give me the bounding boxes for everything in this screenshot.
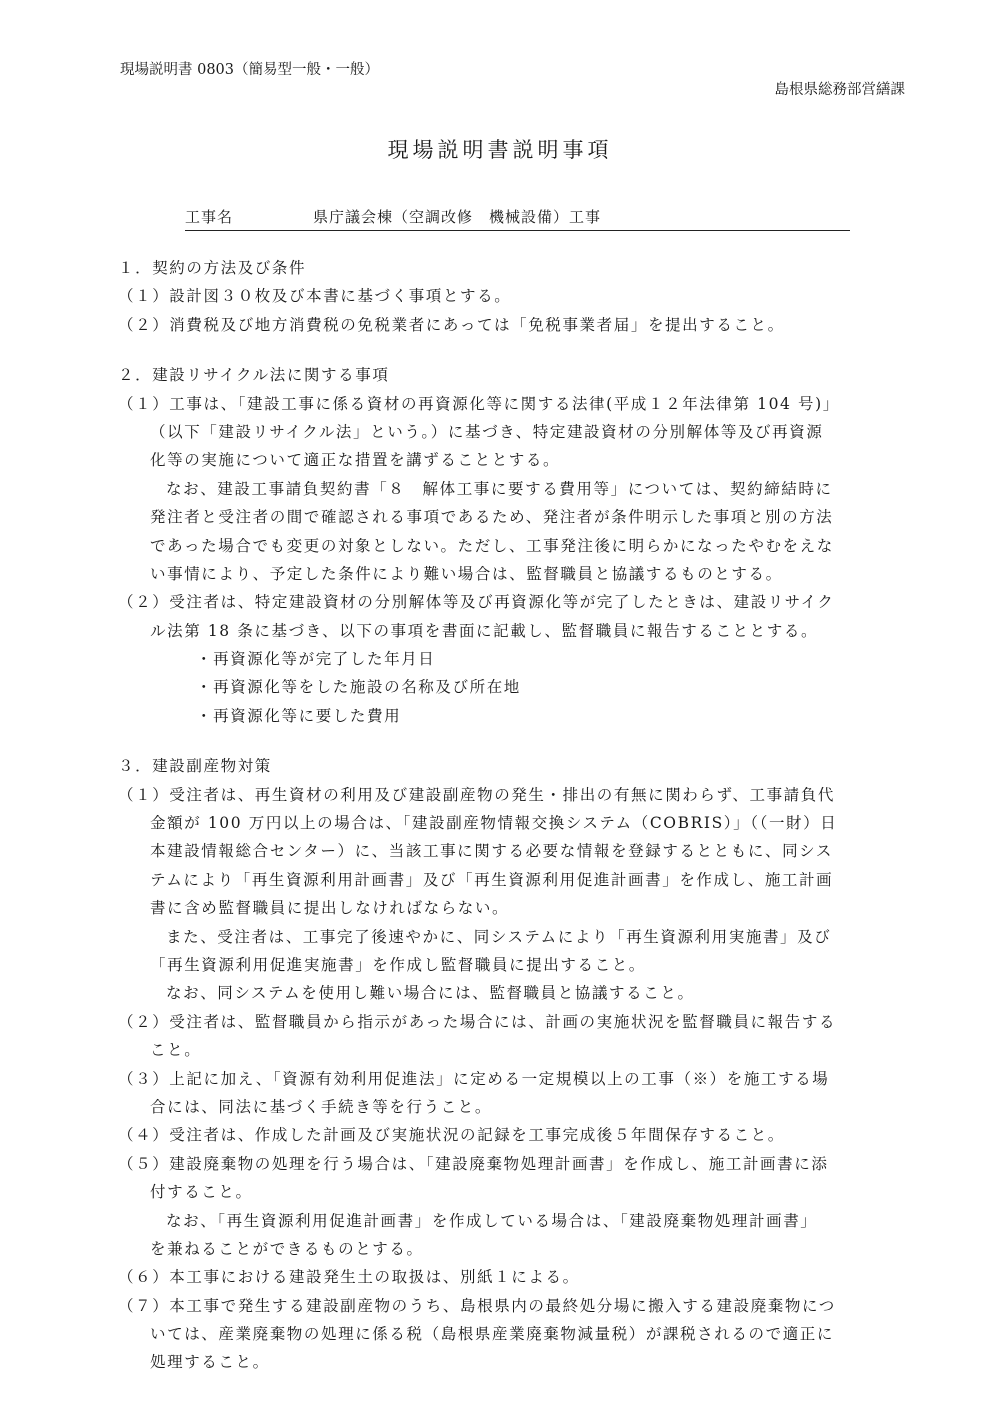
text-line: （１）受注者は、再生資材の利用及び建設副産物の発生・排出の有無に関わらず、工事請負代 [118, 785, 835, 804]
text-line: なお、同システムを使用し難い場合には、監督職員と協議すること。 [166, 984, 695, 1003]
text-line: 付すること。 [150, 1183, 253, 1202]
text-line: また、受注者は、工事完了後速やかに、同システムにより「再生資源利用実施書」及び [166, 927, 832, 946]
section-heading: １．契約の方法及び条件 [118, 259, 307, 277]
text-line: ・再資源化等が完了した年月日 [196, 650, 436, 669]
text-line: 書に含め監督職員に提出しなければならない。 [150, 899, 510, 918]
text-line: 「再生資源利用促進実施書」を作成し監督職員に提出すること。 [150, 955, 646, 974]
text-line: を兼ねることができるものとする。 [150, 1239, 424, 1258]
section-3 [118, 752, 898, 1377]
text-line: こと。 [150, 1041, 202, 1060]
text-line: （１）工事は、「建設工事に係る資材の再資源化等に関する法律(平成１２年法律第 104 号)」 [118, 394, 840, 413]
section-heading: ３．建設副産物対策 [118, 757, 272, 776]
text-line: なお、建設工事請負契約書「８ 解体工事に要する費用等」については、契約締結時に [166, 479, 833, 498]
text-line: ・再資源化等に要した費用 [196, 706, 402, 725]
text-line: （３）上記に加え、「資源有効利用促進法」に定める一定規模以上の工事（※）を施工する場 [118, 1069, 830, 1088]
text-line: （以下「建設リサイクル法」という。）に基づき、特定建設資材の分別解体等及び再資源 [150, 422, 824, 441]
section-2 [118, 361, 898, 730]
text-line: 処理すること。 [150, 1353, 270, 1372]
text-line: 発注者と受注者の間で確認される事項であるため、発注者が条件明示した事項と別の方法 [150, 508, 834, 527]
text-line: （４）受注者は、作成した計画及び実施状況の記録を工事完成後５年間保存すること。 [118, 1126, 785, 1145]
text-line: いては、産業廃棄物の処理に係る税（島根県産業廃棄物減量税）が課税されるので適正に [150, 1325, 835, 1344]
project-name-row [185, 206, 850, 231]
text-line: （２）受注者は、特定建設資材の分別解体等及び再資源化等が完了したときは、建設リサイク [118, 593, 835, 612]
text-line: ル法第 18 条に基づき、以下の事項を書面に記載し、監督職員に報告することとする。 [150, 621, 819, 640]
section-gap [118, 339, 898, 361]
department-name: 島根県総務部営繕課 [774, 82, 905, 98]
text-line: 化等の実施について適正な措置を講ずることとする。 [150, 451, 561, 470]
text-line: 金額が 100 万円以上の場合は、「建設副産物情報交換システム（COBRIS）」（（一財）日 [150, 814, 838, 833]
text-line: （６）本工事における建設発生土の取扱は、別紙１による。 [118, 1268, 580, 1287]
text-line: であった場合でも変更の対象としない。ただし、工事発注後に明らかになったやむをえな [150, 536, 834, 555]
project-name: 県庁議会棟（空調改修 機械設備）工事 [313, 208, 602, 226]
text-line: （２）消費税及び地方消費税の免税業者にあっては「免税事業者届」を提出すること。 [118, 315, 785, 334]
text-line: （７）本工事で発生する建設副産物のうち、島根県内の最終処分場に搬入する建設廃棄物につ [118, 1296, 836, 1315]
text-line: ・再資源化等をした施設の名称及び所在地 [196, 678, 521, 697]
text-line: なお、「再生資源利用促進計画書」を作成している場合は、「建設廃棄物処理計画書」 [166, 1211, 818, 1230]
text-line: （２）受注者は、監督職員から指示があった場合には、計画の実施状況を監督職員に報告する [118, 1012, 837, 1031]
text-line: い事情により、予定した条件により難い場合は、監督職員と協議するものとする。 [150, 564, 783, 583]
document-code: 現場説明書 0803（簡易型一般・一般） [120, 62, 380, 78]
text-line: テムにより「再生資源利用計画書」及び「再生資源利用促進計画書」を作成し、施工計画 [150, 870, 834, 889]
section-gap [118, 730, 898, 752]
text-line: （５）建設廃棄物の処理を行う場合は、「建設廃棄物処理計画書」を作成し、施工計画書に添 [118, 1154, 829, 1173]
section-heading: ２．建設リサイクル法に関する事項 [118, 366, 390, 385]
page-title: 現場説明書説明事項 [387, 138, 613, 162]
text-line: 本建設情報総合センター）に、当該工事に関する必要な情報を登録するとともに、同シス [150, 842, 833, 861]
document-body [118, 254, 898, 1377]
text-line: 合には、同法に基づく手続き等を行うこと。 [150, 1097, 493, 1116]
project-label: 工事名 [185, 208, 234, 226]
section-1 [118, 254, 898, 339]
text-line: （１）設計図３０枚及び本書に基づく事項とする。 [118, 287, 512, 306]
